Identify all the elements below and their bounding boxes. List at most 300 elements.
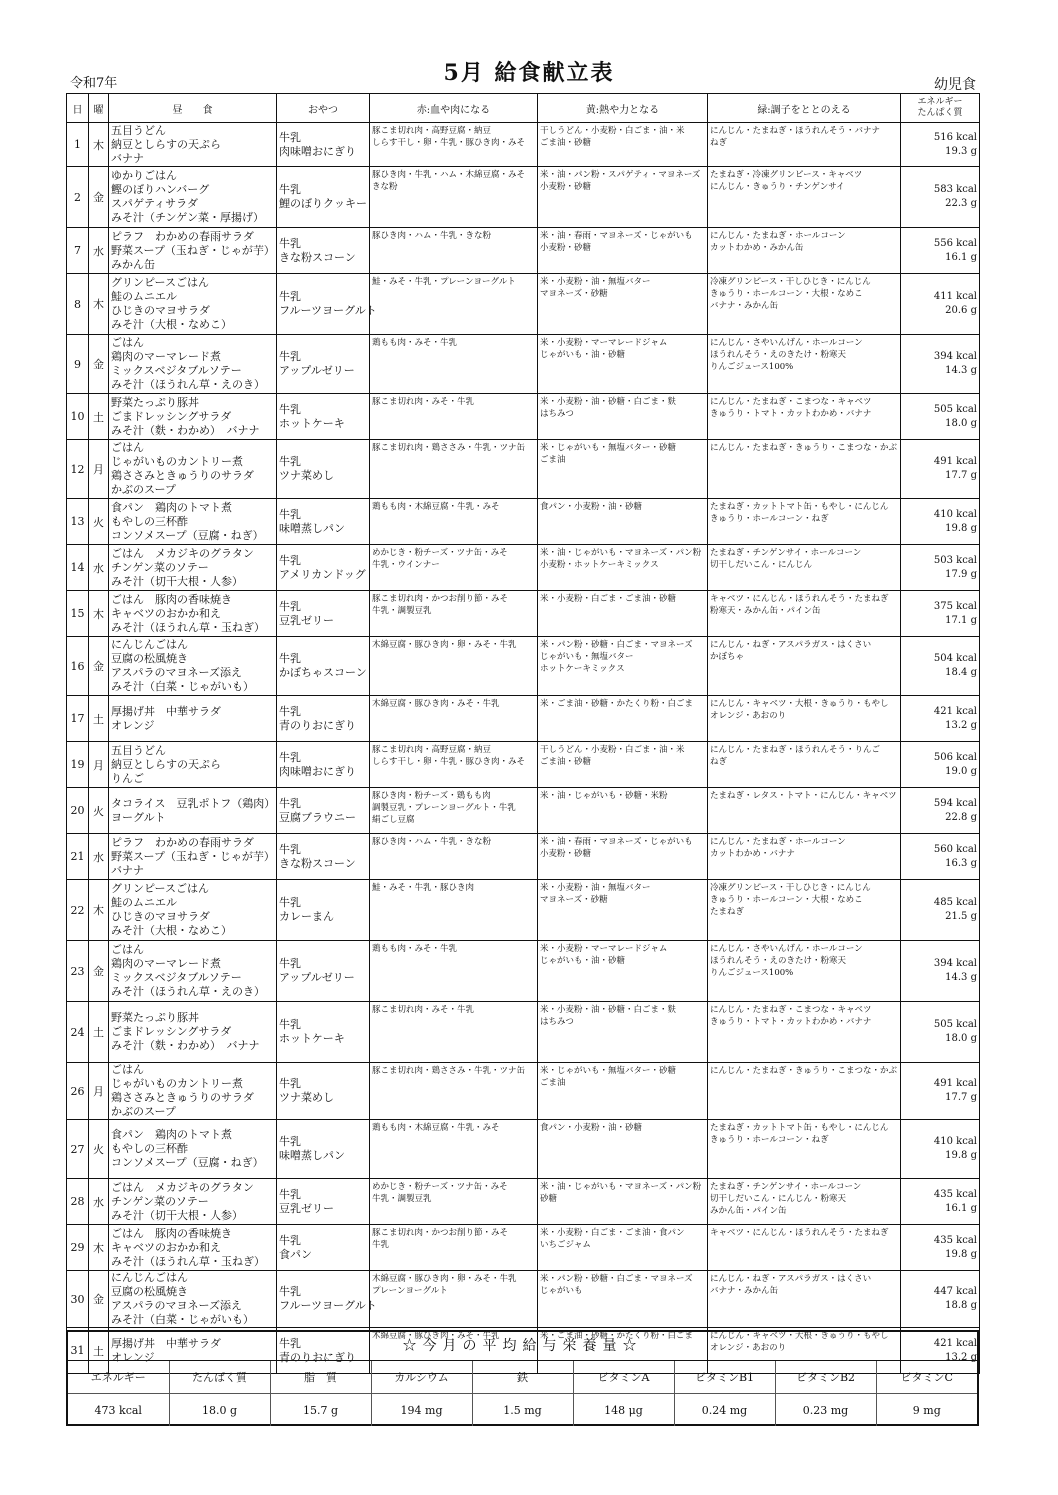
lunch-cell-line: グリンピースごはん: [111, 882, 210, 895]
lunch-cell-line: 野菜スープ（玉ねぎ・じゃが芋）: [111, 849, 275, 863]
weekday-cell: 金: [89, 941, 109, 1002]
energy-value: 411 kcal: [933, 291, 977, 302]
summary-table: [68, 1361, 977, 1426]
nutrition-cell: [901, 545, 980, 591]
menu-body: [67, 123, 980, 1374]
green-group-cell-line: にんじん・たまねぎ・ほうれんそう・バナナ: [710, 126, 881, 136]
red-group-cell: [370, 941, 538, 1002]
yellow-group-cell-line: ごま油・砂糖: [540, 757, 592, 767]
snack-cell-line: 牛乳: [279, 1077, 301, 1090]
green-group-cell-line: 冷凍グリンピース・干しひじき・にんじん: [710, 277, 871, 287]
summary-label: ビタミンB2: [775, 1361, 876, 1394]
nutrition-cell: [901, 637, 980, 696]
snack-cell: [277, 1271, 377, 1328]
lunch-cell-line: みそ汁（大根・なめこ）: [111, 318, 232, 331]
snack-cell-line: 青のりおにぎり: [279, 1350, 356, 1364]
day-cell: 1: [67, 123, 89, 167]
green-group-cell: [708, 880, 901, 941]
green-group-cell-line: りんごジュース100%: [710, 968, 794, 978]
protein-value: 22.8 g: [945, 811, 977, 823]
green-group-cell-line: オレンジ・あおのり: [710, 1343, 787, 1353]
green-group-cell: [708, 1002, 901, 1063]
lunch-cell: [109, 545, 277, 591]
snack-cell-line: 肉味噌おにぎり: [279, 764, 356, 778]
day-cell: 24: [67, 1002, 89, 1063]
green-group-cell-line: たまねぎ: [710, 907, 745, 917]
nutrition-cell: [901, 394, 980, 440]
day-cell: 27: [67, 1120, 89, 1179]
yellow-group-cell-line: 米・油・じゃがいも・マヨネーズ・パン粉: [540, 1182, 702, 1192]
col-day: 日: [67, 94, 89, 123]
lunch-cell: [109, 1179, 277, 1225]
snack-cell-line: 牛乳: [279, 290, 301, 303]
weekday-cell: 火: [89, 788, 109, 834]
green-group-cell-line: 切干しだいこん・にんじん・粉寒天: [710, 1194, 847, 1204]
lunch-cell-line: コンソメスープ（豆腐・ねぎ）: [111, 528, 264, 542]
snack-cell-line: 牛乳: [279, 1285, 301, 1298]
energy-value: 410 kcal: [933, 508, 977, 520]
lunch-cell-line: アスパラのマヨネーズ添え: [111, 1299, 243, 1312]
green-group-cell-line: 切干しだいこん・にんじん: [710, 560, 813, 570]
lunch-cell-line: ごまドレッシングサラダ: [111, 1025, 232, 1038]
red-group-cell-line: 木綿豆腐・豚ひき肉・みそ・牛乳: [372, 1331, 500, 1341]
yellow-group-cell: [538, 440, 708, 499]
lunch-cell-line: みそ汁（チンゲン菜・厚揚げ）: [111, 211, 265, 224]
summary-label: ビタミンB1: [674, 1361, 775, 1394]
day-cell: 16: [67, 637, 89, 696]
protein-value: 13.2 g: [945, 1351, 977, 1363]
snack-cell-line: 牛乳: [279, 455, 301, 468]
snack-cell: [277, 167, 370, 228]
lunch-cell-line: ミックスベジタブルソテー: [111, 364, 242, 377]
green-group-cell: [708, 788, 901, 834]
col-yellow: 黄:熱や力となる: [538, 94, 708, 123]
menu-row: [67, 788, 980, 834]
red-group-cell-line: きな粉: [372, 182, 398, 192]
energy-value: 516 kcal: [933, 131, 977, 143]
summary-value: 0.24 mg: [674, 1394, 775, 1427]
yellow-group-cell-line: じゃがいも・油・砂糖: [540, 350, 626, 360]
snack-cell: [277, 880, 370, 941]
lunch-cell-line: バナナ: [111, 863, 144, 877]
day-cell: 19: [67, 742, 89, 788]
day-cell: 14: [67, 545, 89, 591]
snack-cell: [277, 440, 370, 499]
yellow-group-cell-line: ごま油: [540, 1078, 566, 1088]
lunch-cell-line: ひじきのマヨサラダ: [111, 910, 210, 923]
yellow-group-cell: [538, 167, 708, 228]
menu-row: [67, 274, 980, 335]
snack-cell-line: 牛乳: [279, 652, 301, 665]
yellow-group-cell-line: 米・油・じゃがいも・砂糖・米粉: [540, 791, 668, 801]
lunch-cell-line: タコライス 豆乳ポトフ（鶏肉）: [111, 796, 276, 810]
lunch-cell-line: みそ汁（大根・なめこ）: [111, 924, 232, 937]
snack-cell: [277, 696, 370, 742]
col-nutrition: [901, 94, 980, 123]
lunch-cell-line: 厚揚げ丼 中華サラダ: [111, 1336, 221, 1350]
green-group-cell: [708, 1271, 901, 1328]
red-group-cell-line: 鮭・みそ・牛乳・豚ひき肉: [372, 883, 475, 893]
red-group-cell: [370, 1120, 538, 1179]
red-group-cell: [370, 499, 538, 545]
energy-value: 421 kcal: [933, 705, 977, 717]
lunch-cell-line: 食パン 鶏肉のトマト煮: [111, 1128, 232, 1141]
lunch-cell-line: 厚揚げ丼 中華サラダ: [111, 704, 221, 718]
red-group-cell-line: 豚こま切れ肉・高野豆腐・納豆: [372, 745, 492, 755]
summary-label: エネルギー: [68, 1361, 169, 1394]
red-group-cell: [370, 834, 538, 880]
energy-value: 491 kcal: [933, 456, 977, 467]
protein-value: 14.3 g: [945, 365, 977, 376]
yellow-group-cell-line: 小麦粉・ホットケーキミックス: [540, 560, 659, 570]
yellow-group-cell-line: 干しうどん・小麦粉・白ごま・油・米: [540, 745, 685, 755]
energy-value: 556 kcal: [933, 237, 977, 249]
day-cell: 30: [67, 1271, 89, 1328]
lunch-cell-line: ごはん: [111, 1063, 144, 1076]
snack-cell-line: ツナ菜めし: [279, 1091, 334, 1104]
energy-value: 485 kcal: [933, 897, 977, 908]
menu-row: [67, 1225, 980, 1271]
snack-cell-line: アップルゼリー: [279, 971, 355, 984]
yellow-group-cell: [538, 1002, 708, 1063]
snack-cell-line: 牛乳: [279, 599, 301, 613]
green-group-cell: [708, 167, 901, 228]
energy-value: 421 kcal: [933, 1337, 977, 1349]
green-group-cell-line: カットわかめ・みかん缶: [710, 243, 804, 253]
weekday-cell: 水: [89, 545, 109, 591]
green-group-cell: [708, 1063, 901, 1120]
lunch-cell: [109, 274, 277, 335]
lunch-cell-line: 五目うどん: [111, 743, 166, 757]
snack-cell-line: ホットケーキ: [279, 1032, 345, 1045]
lunch-cell-line: ごはん 豚肉の香味焼き: [111, 1226, 232, 1240]
lunch-cell-line: みそ汁（ほうれん草・えのき）: [111, 378, 265, 391]
lunch-cell-line: ごまドレッシングサラダ: [111, 409, 232, 423]
yellow-group-cell-line: 米・小麦粉・油・砂糖・白ごま・麩: [540, 1005, 677, 1015]
snack-cell: [277, 228, 370, 274]
snack-cell: [277, 123, 370, 167]
yellow-group-cell-line: はちみつ: [540, 409, 574, 419]
snack-cell-line: 豆乳ゼリー: [279, 613, 334, 627]
lunch-cell-line: ごはん 豚肉の香味焼き: [111, 592, 232, 606]
red-group-cell: [370, 1225, 538, 1271]
green-group-cell: [708, 440, 901, 499]
energy-value: 594 kcal: [933, 797, 977, 809]
energy-value: 447 kcal: [933, 1286, 977, 1297]
snack-cell: [277, 637, 370, 696]
lunch-cell-line: ピラフ わかめの春雨サラダ: [111, 229, 254, 243]
day-cell: 8: [67, 274, 89, 335]
lunch-cell-line: みそ汁（切干大根・人参）: [111, 574, 243, 588]
weekday-cell: 水: [89, 228, 109, 274]
snack-cell-line: 食パン: [279, 1247, 312, 1261]
green-group-cell: [708, 545, 901, 591]
red-group-cell: [370, 637, 538, 696]
yellow-group-cell-line: ごま油・砂糖: [540, 138, 592, 148]
lunch-cell-line: みそ汁（麩・わかめ） バナナ: [111, 423, 260, 437]
protein-value: 19.8 g: [945, 1248, 977, 1260]
weekday-cell: 木: [89, 1225, 109, 1271]
yellow-group-cell-line: じゃがいも: [540, 1286, 583, 1296]
lunch-cell-line: 納豆としらすの天ぷら: [111, 137, 221, 151]
nutrition-cell: [901, 696, 980, 742]
day-cell: 13: [67, 499, 89, 545]
day-cell: 23: [67, 941, 89, 1002]
yellow-group-cell-line: はちみつ: [540, 1017, 574, 1027]
green-group-cell-line: にんじん・たまねぎ・こまつな・キャベツ: [710, 1005, 872, 1015]
protein-value: 14.3 g: [945, 972, 977, 983]
energy-value: 504 kcal: [933, 653, 977, 664]
lunch-cell-line: スパゲティサラダ: [111, 197, 199, 210]
snack-cell-line: 豆腐ブラウニー: [279, 810, 356, 824]
snack-cell-line: 牛乳: [279, 183, 301, 196]
lunch-cell-line: みそ汁（ほうれん草・玉ねぎ）: [111, 620, 265, 634]
energy-value: 435 kcal: [933, 1188, 977, 1200]
lunch-cell-line: グリンピースごはん: [111, 276, 210, 289]
protein-value: 18.8 g: [945, 1300, 977, 1311]
lunch-cell-line: 鰹のぼりハンバーグ: [111, 183, 210, 196]
lunch-cell: [109, 1271, 277, 1328]
day-cell: 9: [67, 335, 89, 394]
green-group-cell-line: バナナ・みかん缶: [710, 301, 779, 311]
snack-cell: [277, 545, 370, 591]
red-group-cell: [370, 228, 538, 274]
protein-value: 17.1 g: [945, 614, 977, 626]
nutrition-cell: [901, 1225, 980, 1271]
green-group-cell-line: キャベツ・にんじん・ほうれんそう・たまねぎ: [710, 594, 889, 604]
summary-label: ビタミンA: [573, 1361, 674, 1394]
lunch-cell-line: かぶのスープ: [111, 483, 176, 496]
snack-cell-line: アメリカンドッグ: [279, 567, 366, 581]
yellow-group-cell-line: ホットケーキミックス: [540, 664, 625, 674]
green-group-cell: [708, 834, 901, 880]
yellow-group-cell-line: マヨネーズ・砂糖: [540, 895, 608, 905]
protein-value: 22.3 g: [945, 198, 977, 209]
lunch-cell-line: 野菜たっぷり豚丼: [111, 395, 199, 409]
weekday-cell: 月: [89, 742, 109, 788]
menu-row: [67, 394, 980, 440]
day-cell: 31: [67, 1328, 89, 1374]
green-group-cell-line: にんじん・さやいんげん・ホールコーン: [710, 338, 863, 348]
lunch-cell-line: 食パン 鶏肉のトマト煮: [111, 500, 232, 514]
red-group-cell-line: しらす干し・卵・牛乳・豚ひき肉・みそ: [372, 757, 526, 767]
red-group-cell: [370, 1002, 538, 1063]
lunch-cell: [109, 742, 277, 788]
lunch-cell-line: 鶏ささみときゅうりのサラダ: [111, 1091, 254, 1104]
yellow-group-cell-line: 米・じゃがいも・無塩バター・砂糖: [540, 1066, 677, 1076]
yellow-group-cell-line: いちごジャム: [540, 1240, 591, 1250]
snack-cell-line: 青のりおにぎり: [279, 718, 356, 732]
protein-value: 17.7 g: [945, 1092, 977, 1103]
lunch-cell-line: ごはん: [111, 336, 144, 349]
yellow-group-cell: [538, 742, 708, 788]
day-cell: 20: [67, 788, 89, 834]
red-group-cell: [370, 1271, 538, 1328]
summary-label: 鉄: [472, 1361, 573, 1394]
summary-label-row: [68, 1361, 977, 1394]
weekday-cell: 土: [89, 696, 109, 742]
col-protein: たんぱく質: [917, 108, 963, 118]
menu-row: [67, 167, 980, 228]
green-group-cell: [708, 742, 901, 788]
weekday-cell: 木: [89, 591, 109, 637]
red-group-cell-line: 鶏もも肉・みそ・牛乳: [372, 944, 458, 954]
snack-cell-line: 牛乳: [279, 1135, 301, 1148]
yellow-group-cell-line: 米・じゃがいも・無塩バター・砂糖: [540, 443, 677, 453]
red-group-cell: [370, 167, 538, 228]
green-group-cell-line: にんじん・ねぎ・アスパラガス・はくさい: [710, 1274, 872, 1284]
snack-cell-line: きな粉スコーン: [279, 856, 356, 870]
green-group-cell-line: にんじん・たまねぎ・ほうれんそう・りんご: [710, 745, 881, 755]
yellow-group-cell-line: 米・ごま油・砂糖・かたくり粉・白ごま: [540, 699, 694, 709]
red-group-cell-line: 豚こま切れ肉・鶏ささみ・牛乳・ツナ缶: [372, 1066, 526, 1076]
green-group-cell-line: たまねぎ・チンゲンサイ・ホールコーン: [710, 548, 862, 558]
red-group-cell-line: めかじき・粉チーズ・ツナ缶・みそ: [372, 1182, 508, 1192]
day-cell: 15: [67, 591, 89, 637]
menu-row: [67, 123, 980, 167]
weekday-cell: 月: [89, 440, 109, 499]
lunch-cell-line: かぶのスープ: [111, 1105, 176, 1118]
red-group-cell-line: 牛乳・調製豆乳: [372, 606, 432, 616]
yellow-group-cell: [538, 545, 708, 591]
snack-cell-line: 牛乳: [279, 957, 301, 970]
nutrition-cell: [901, 440, 980, 499]
lunch-cell-line: にんじんごはん: [111, 1271, 188, 1284]
lunch-cell-line: ごはん メカジキのグラタン: [111, 1180, 254, 1194]
green-group-cell-line: 粉寒天・みかん缶・パイン缶: [710, 606, 821, 616]
menu-row: [67, 499, 980, 545]
energy-value: 505 kcal: [933, 403, 977, 415]
snack-cell-line: 鯉のぼりクッキー: [279, 197, 367, 210]
red-group-cell-line: めかじき・粉チーズ・ツナ缶・みそ: [372, 548, 508, 558]
nutrition-cell: [901, 123, 980, 167]
snack-cell: [277, 1179, 370, 1225]
yellow-group-cell-line: 米・油・春雨・マヨネーズ・じゃがいも: [540, 231, 693, 241]
red-group-cell-line: 木綿豆腐・豚ひき肉・卵・みそ・牛乳: [372, 640, 517, 650]
protein-value: 16.1 g: [945, 251, 977, 263]
green-group-cell-line: にんじん・たまねぎ・ホールコーン: [710, 231, 846, 241]
snack-cell-line: 豆乳ゼリー: [279, 1201, 334, 1215]
red-group-cell: [370, 880, 538, 941]
weekday-cell: 土: [89, 394, 109, 440]
red-group-cell: [370, 1063, 538, 1120]
lunch-cell-line: みかん缶: [111, 257, 155, 271]
lunch-cell-line: 豆腐の松風焼き: [111, 1285, 188, 1298]
red-group-cell-line: 豚こま切れ肉・かつお削り節・みそ: [372, 594, 509, 604]
lunch-cell: [109, 637, 277, 696]
green-group-cell-line: たまねぎ・レタス・トマト・にんじん・キャベツ: [710, 791, 897, 801]
yellow-group-cell: [538, 228, 708, 274]
snack-cell-line: 牛乳: [279, 1187, 301, 1201]
green-group-cell-line: ねぎ: [710, 138, 728, 148]
lunch-cell-line: みそ汁（麩・わかめ） バナナ: [111, 1039, 260, 1052]
snack-cell: [277, 1063, 370, 1120]
weekday-cell: 火: [89, 499, 109, 545]
snack-cell-line: カレーまん: [279, 910, 334, 923]
snack-cell: [277, 941, 370, 1002]
yellow-group-cell-line: じゃがいも・無塩バター: [540, 652, 634, 662]
nutrition-cell: [901, 742, 980, 788]
lunch-cell-line: チンゲン菜のソテー: [111, 560, 209, 574]
yellow-group-cell-line: 食パン・小麦粉・油・砂糖: [540, 1123, 643, 1133]
snack-cell: [277, 394, 370, 440]
yellow-group-cell: [538, 1271, 708, 1328]
snack-cell: [277, 742, 370, 788]
weekday-cell: 木: [89, 274, 109, 335]
menu-row: [67, 1002, 980, 1063]
green-group-cell-line: きゅうり・ホールコーン・大根・なめこ: [710, 895, 863, 905]
yellow-group-cell-line: 小麦粉・砂糖: [540, 182, 592, 192]
lunch-cell: [109, 788, 277, 834]
green-group-cell-line: ほうれんそう・えのきたけ・粉寒天: [710, 350, 847, 360]
snack-cell: [277, 788, 370, 834]
snack-cell-line: フルーツヨーグルト: [279, 1299, 377, 1312]
green-group-cell-line: ねぎ: [710, 757, 728, 767]
yellow-group-cell: [538, 637, 708, 696]
menu-row: [67, 834, 980, 880]
summary-value: 194 mg: [371, 1394, 472, 1427]
green-group-cell-line: にんじん・ねぎ・アスパラガス・はくさい: [710, 640, 872, 650]
lunch-cell-line: ゆかりごはん: [111, 169, 177, 182]
green-group-cell: [708, 123, 901, 167]
yellow-group-cell-line: 米・パン粉・砂糖・白ごま・マヨネーズ: [540, 640, 693, 650]
green-group-cell: [708, 696, 901, 742]
green-group-cell: [708, 499, 901, 545]
green-group-cell-line: きゅうり・トマト・カットわかめ・バナナ: [710, 1017, 872, 1027]
menu-type-label: 幼児食: [934, 77, 976, 93]
protein-value: 18.4 g: [945, 667, 977, 678]
green-group-cell-line: きゅうり・ホールコーン・ねぎ: [710, 1135, 829, 1145]
snack-cell-line: ホットケーキ: [279, 416, 345, 430]
lunch-cell: [109, 335, 277, 394]
lunch-cell-line: アスパラのマヨネーズ添え: [111, 666, 243, 679]
yellow-group-cell: [538, 394, 708, 440]
yellow-group-cell: [538, 696, 708, 742]
col-red: 赤:血や肉になる: [370, 94, 538, 123]
nutrition-cell: [901, 499, 980, 545]
yellow-group-cell: [538, 1179, 708, 1225]
yellow-group-cell: [538, 880, 708, 941]
energy-value: 491 kcal: [933, 1078, 977, 1089]
yellow-group-cell-line: 米・ごま油・砂糖・かたくり粉・白ごま: [540, 1331, 694, 1341]
nutrition-cell: [901, 591, 980, 637]
red-group-cell-line: 牛乳: [372, 1240, 390, 1250]
red-group-cell-line: しらす干し・卵・牛乳・豚ひき肉・みそ: [372, 138, 526, 148]
nutrition-cell: [901, 167, 980, 228]
yellow-group-cell: [538, 335, 708, 394]
col-energy: エネルギー: [917, 97, 963, 107]
yellow-group-cell-line: マヨネーズ・砂糖: [540, 289, 608, 299]
green-group-cell: [708, 941, 901, 1002]
snack-cell: [277, 1002, 370, 1063]
snack-cell-line: ツナ菜めし: [279, 469, 334, 482]
menu-row: [67, 335, 980, 394]
snack-cell: [277, 274, 377, 335]
weekday-cell: 土: [89, 1002, 109, 1063]
yellow-group-cell: [538, 788, 708, 834]
snack-cell-line: 牛乳: [279, 1233, 301, 1247]
green-group-cell-line: みかん缶・パイン缶: [710, 1206, 787, 1216]
lunch-cell-line: ヨーグルト: [111, 810, 166, 824]
lunch-cell-line: ミックスベジタブルソテー: [111, 971, 242, 984]
snack-cell-line: 牛乳: [279, 896, 301, 909]
summary-title: ☆今月の平均給与栄養量☆: [68, 1332, 977, 1361]
lunch-cell: [109, 941, 277, 1002]
lunch-cell-line: みそ汁（切干大根・人参）: [111, 1208, 243, 1222]
header-row: [67, 94, 980, 123]
protein-value: 17.7 g: [945, 470, 977, 481]
lunch-cell-line: ごはん メカジキのグラタン: [111, 546, 254, 560]
